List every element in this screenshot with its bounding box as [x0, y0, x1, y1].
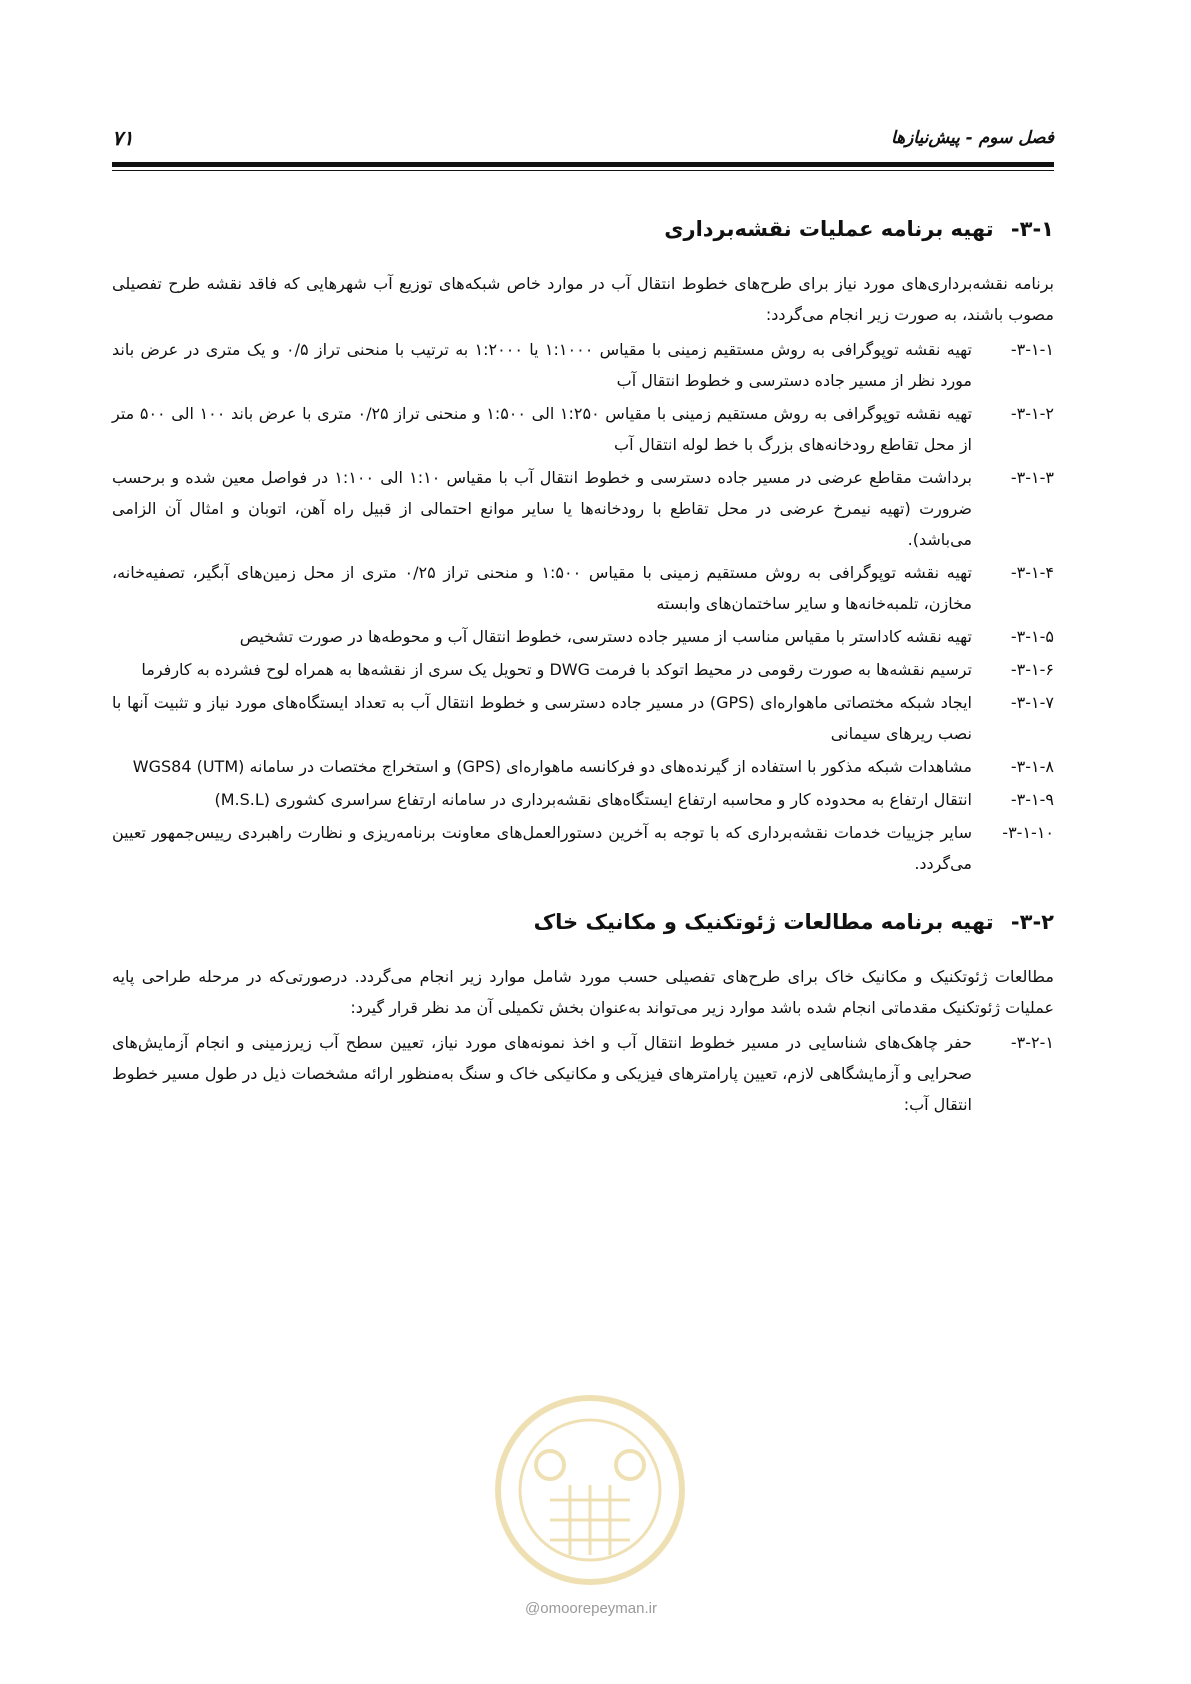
list-item — [112, 334, 1054, 396]
header-rule-thin — [112, 170, 1054, 171]
item-text: ایجاد شبکه مختصاتی ماهواره‌ای (GPS) در مسیر جاده دسترسی و خطوط انتقال آب به تعداد ایستگاه‌های مورد نیاز و تثبیت آنها با نصب ریرهای سیمانی — [112, 693, 972, 743]
item-text: تهیه نقشه کاداستر با مقیاس مناسب از مسیر جاده دسترسی، خطوط انتقال آب و محوطه‌ها در صورت تشخیص — [239, 627, 972, 646]
list-item — [112, 621, 1054, 652]
section-title: تهیه برنامه عملیات نقشه‌برداری — [664, 217, 994, 241]
section-intro: برنامه نقشه‌برداری‌های مورد نیاز برای طرح‌های خطوط انتقال آب در موارد خاص شبکه‌های توزیع آب شهرهایی که فاقد نقشه طرح تفصیلی مصوب باشند، به صورت زیر انجام می‌گردد: — [112, 274, 1054, 324]
section-item-list — [112, 334, 1054, 879]
item-number: ۳-۱-۵- — [1010, 627, 1054, 646]
item-text: مشاهدات شبکه مذکور با استفاده از گیرنده‌های دو فرکانسه ماهواره‌ای (GPS) و استخراج مختصات در سامانه WGS84 (UTM) — [132, 757, 972, 776]
list-item — [112, 687, 1054, 749]
list-item — [112, 654, 1054, 685]
item-text: ترسیم نقشه‌ها به صورت رقومی در محیط اتوکد با فرمت DWG و تحویل یک سری از نقشه‌ها به همراه لوح فشرده به کارفرما — [141, 660, 972, 679]
list-item — [112, 751, 1054, 782]
list-item — [112, 784, 1054, 815]
section-intro: مطالعات ژئوتکنیک و مکانیک خاک برای طرح‌های تفصیلی حسب مورد شامل موارد زیر انجام می‌گردد. درصورتی‌که در مرحله طراحی پایه عملیات ژئوتکنیک مقدماتی انجام شده باشد موارد زیر می‌تواند به‌عنوان بخش تکمیلی آن مد نظر قرار گیرد: — [112, 967, 1054, 1017]
section-number: ۳-۱- — [1010, 217, 1054, 241]
section-item-list — [112, 1027, 1054, 1120]
item-number: ۳-۱-۶- — [1010, 660, 1054, 679]
item-text: انتقال ارتفاع به محدوده کار و محاسبه ارتفاع ایستگاه‌های نقشه‌برداری در سامانه ارتفاع سراسری کشوری (M.S.L) — [214, 790, 972, 809]
chapter-title: فصل سوم - پیش‌نیازها — [890, 128, 1054, 148]
item-number: ۳-۱-۹- — [1010, 790, 1054, 809]
list-item — [112, 462, 1054, 555]
item-number: ۳-۱-۸- — [1010, 757, 1054, 776]
list-item — [112, 398, 1054, 460]
list-item — [112, 1027, 1054, 1120]
list-item — [112, 557, 1054, 619]
item-number: ۳-۲-۱- — [1010, 1033, 1054, 1052]
section-heading — [112, 905, 1054, 939]
item-text: تهیه نقشه توپوگرافی به روش مستقیم زمینی با مقیاس ۱:۵۰۰ و منحنی تراز ۰/۲۵ متری از محل زمین‌های آبگیر، تصفیه‌خانه، مخازن، تلمبه‌خانه‌ها و سایر ساختمان‌های وابسته — [112, 563, 973, 613]
item-number: ۳-۱-۷- — [1010, 693, 1054, 712]
item-text: برداشت مقاطع عرضی در مسیر جاده دسترسی و خطوط انتقال آب با مقیاس ۱:۱۰ الی ۱:۱۰۰ در فواصل معین شده و برحسب ضرورت (تهیه نیمرخ عرضی در محل تقاطع با رودخانه‌ها یا سایر موانع احتمالی از قبیل راه آهن، اتوبان و امثال آن الزامی می‌باشد). — [112, 468, 973, 549]
section-title: تهیه برنامه مطالعات ژئوتکنیک و مکانیک خاک — [533, 910, 994, 934]
item-text: تهیه نقشه توپوگرافی به روش مستقیم زمینی با مقیاس ۱:۱۰۰۰ یا ۱:۲۰۰۰ به ترتیب با منحنی تراز ۰/۵ و یک متری در عرض باند مورد نظر از مسیر جاده دسترسی و خطوط انتقال آب — [112, 340, 972, 390]
item-text: سایر جزییات خدمات نقشه‌برداری که با توجه به آخرین دستورالعمل‌های معاونت برنامه‌ریزی و نظارت راهبردی رییس‌جمهور تعیین می‌گردد. — [112, 823, 972, 873]
list-item — [112, 817, 1054, 879]
item-number: ۳-۱-۱- — [1010, 340, 1054, 359]
item-text: حفر چاهک‌های شناسایی در مسیر خطوط انتقال آب و اخذ نمونه‌های مورد نیاز، تعیین سطح آب زیرزمینی و انجام آزمایش‌های صحرایی و آزمایشگاهی لازم، تعیین پارامترهای فیزیکی و مکانیکی خاک و سنگ به‌منظور ارائه مشخصات ذیل در طول مسیر خطوط انتقال آب: — [112, 1033, 972, 1114]
page-number: ۷۱ — [112, 126, 134, 150]
watermark-text: @omoorepeyman.ir — [525, 1600, 657, 1617]
section-heading — [112, 212, 1054, 246]
header-rule-thick — [112, 162, 1054, 167]
page-body — [112, 200, 1054, 1122]
item-number: ۳-۱-۴- — [1010, 563, 1054, 582]
item-text: تهیه نقشه توپوگرافی به روش مستقیم زمینی با مقیاس ۱:۲۵۰ الی ۱:۵۰۰ و منحنی تراز ۰/۲۵ متری با عرض باند ۱۰۰ الی ۵۰۰ متر از محل تقاطع رودخانه‌های بزرگ با خط لوله انتقال آب — [112, 404, 973, 454]
section-number: ۳-۲- — [1010, 910, 1054, 934]
item-number: ۳-۱-۱۰- — [1002, 823, 1054, 842]
seal-logo-icon — [490, 1390, 690, 1590]
page-header — [112, 124, 1054, 156]
item-number: ۳-۱-۳- — [1010, 468, 1054, 487]
item-number: ۳-۱-۲- — [1010, 404, 1054, 423]
